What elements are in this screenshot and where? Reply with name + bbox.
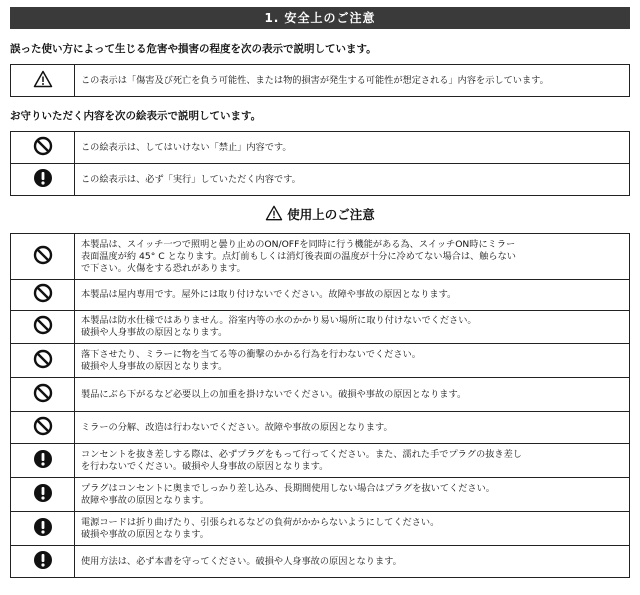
prohibition-icon	[33, 349, 53, 369]
caution-text-line: 使用方法は、必ず本書を守ってください。破損や人身事故の原因となります。	[81, 555, 402, 567]
warning-triangle-icon-graphic	[265, 205, 283, 221]
prohibition-icon	[33, 416, 53, 436]
caution-text	[75, 234, 630, 280]
caution-row	[11, 478, 630, 512]
symbols-table	[10, 131, 630, 196]
caution-row	[11, 234, 630, 280]
mandatory-action-icon	[33, 550, 53, 570]
caution-text	[75, 311, 630, 344]
symbols-lead: お守りいただく内容を次の絵表示で説明しています。	[10, 110, 262, 122]
caution-text-line: 破損や事故の原因となります。	[81, 528, 209, 540]
prohibition-icon-graphic	[33, 283, 53, 303]
prohibition-icon	[33, 315, 53, 335]
prohibition-icon	[33, 383, 53, 403]
caution-text-line: コンセントを抜き差しする際は、必ずプラグをもって行ってください。また、濡れた手でプラグの抜き差し	[81, 448, 522, 460]
caution-row	[11, 546, 630, 578]
warning-legend-table	[10, 64, 630, 97]
prohibition-icon-graphic	[33, 383, 53, 403]
prohibition-icon-graphic	[33, 245, 53, 265]
caution-row	[11, 444, 630, 478]
caution-text	[75, 378, 630, 412]
caution-text-line: プラグはコンセントに奥までしっかり差し込み、長期間使用しない場合はプラグを抜いてください。	[81, 482, 495, 494]
caution-text-line: 製品にぶら下がるなど必要以上の加重を掛けないでください。破損や事故の原因となります。	[81, 388, 467, 400]
usage-heading	[0, 205, 640, 223]
usage-heading-text: 使用上のご注意	[287, 207, 375, 222]
symbol-row-prohibition	[11, 132, 630, 164]
mandatory-action-icon	[33, 449, 53, 469]
caution-row	[11, 344, 630, 378]
warning-legend-text: この表示は「傷害及び死亡を負う可能性、または物的損害が発生する可能性が想定される」内容を示しています。	[75, 65, 630, 97]
caution-text-line: ミラーの分解、改造は行わないでください。故障や事故の原因となります。	[81, 421, 393, 433]
mandatory-action-icon	[33, 517, 53, 537]
caution-row	[11, 280, 630, 311]
caution-text	[75, 412, 630, 444]
mandatory-action-icon-graphic	[33, 517, 53, 537]
caution-text-line: で下さい。火傷をする恐れがあります。	[81, 262, 246, 274]
caution-text	[75, 344, 630, 378]
mandatory-action-icon	[33, 483, 53, 503]
section-title-bar	[10, 7, 630, 29]
caution-text	[75, 444, 630, 478]
warning-legend-row	[11, 65, 630, 97]
intro-lead: 誤った使い方によって生じる危害や損害の程度を次の表示で説明しています。	[10, 43, 377, 55]
caution-text-line: 本製品は防水仕様ではありません。浴室内等の水のかかり易い場所に取り付けないでください。	[81, 315, 477, 326]
prohibition-icon	[33, 283, 53, 303]
mandatory-action-icon	[33, 168, 53, 188]
prohibition-icon	[33, 136, 53, 156]
mandatory-action-icon-graphic	[33, 550, 53, 570]
caution-text-line: 故障や事故の原因となります。	[81, 494, 209, 506]
caution-text-line: 表面温度が約 45° C となります。点灯前もしくは消灯後表面の温度が十分に冷めてない場合は、触らない	[81, 250, 516, 262]
caution-text	[75, 512, 630, 546]
prohibition-icon-graphic	[33, 416, 53, 436]
caution-row	[11, 378, 630, 412]
caution-row	[11, 512, 630, 546]
mandatory-action-icon-graphic	[33, 449, 53, 469]
prohibition-icon	[33, 245, 53, 265]
caution-text-line: 本製品は、スイッチ一つで照明と曇り止めのON/OFFを同時に行う機能がある為、スイッチON時にミラー	[81, 238, 516, 250]
prohibition-icon-graphic	[33, 136, 53, 156]
mandatory-action-icon-graphic	[33, 168, 53, 188]
caution-text-line: 破損や人身事故の原因となります。	[81, 327, 228, 338]
caution-text-line: 落下させたり、ミラーに物を当てる等の衝撃のかかる行為を行わないでください。	[81, 348, 421, 360]
caution-text	[75, 280, 630, 311]
caution-row	[11, 311, 630, 344]
caution-text	[75, 478, 630, 512]
caution-text-line: 本製品は屋内専用です。屋外には取り付けないでください。故障や事故の原因となります。	[81, 289, 457, 300]
caution-text-line: 電源コードは折り曲げたり、引張られるなどの負荷がかからないようにしてください。	[81, 516, 440, 528]
warning-triangle-icon	[265, 205, 283, 221]
caution-text-line: 破損や人身事故の原因となります。	[81, 360, 228, 372]
mandatory-action-icon-graphic	[33, 483, 53, 503]
caution-row	[11, 412, 630, 444]
caution-text	[75, 546, 630, 578]
usage-cautions-table	[10, 233, 630, 578]
symbol-row-text: この絵表示は、してはいけない「禁止」内容です。	[75, 132, 630, 164]
page-title: 1. 安全上のご注意	[264, 11, 376, 25]
caution-text-line: を行わないでください。破損や人身事故の原因となります。	[81, 460, 329, 472]
warning-triangle-icon	[33, 69, 53, 89]
prohibition-icon-graphic	[33, 349, 53, 369]
symbol-row-mandatory	[11, 164, 630, 196]
warning-triangle-icon-graphic	[33, 69, 53, 89]
prohibition-icon-graphic	[33, 315, 53, 335]
symbol-row-text: この絵表示は、必ず「実行」していただく内容です。	[75, 164, 630, 196]
